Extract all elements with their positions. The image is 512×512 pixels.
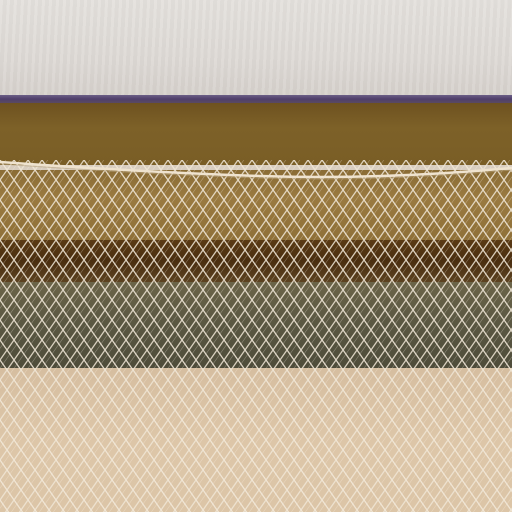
net-top-rope: [0, 150, 512, 190]
net-mesh-secondary: [0, 160, 512, 512]
mesh-net: [0, 160, 512, 512]
plaster-wall: [0, 0, 512, 98]
purple-trim-edge: [0, 95, 512, 103]
